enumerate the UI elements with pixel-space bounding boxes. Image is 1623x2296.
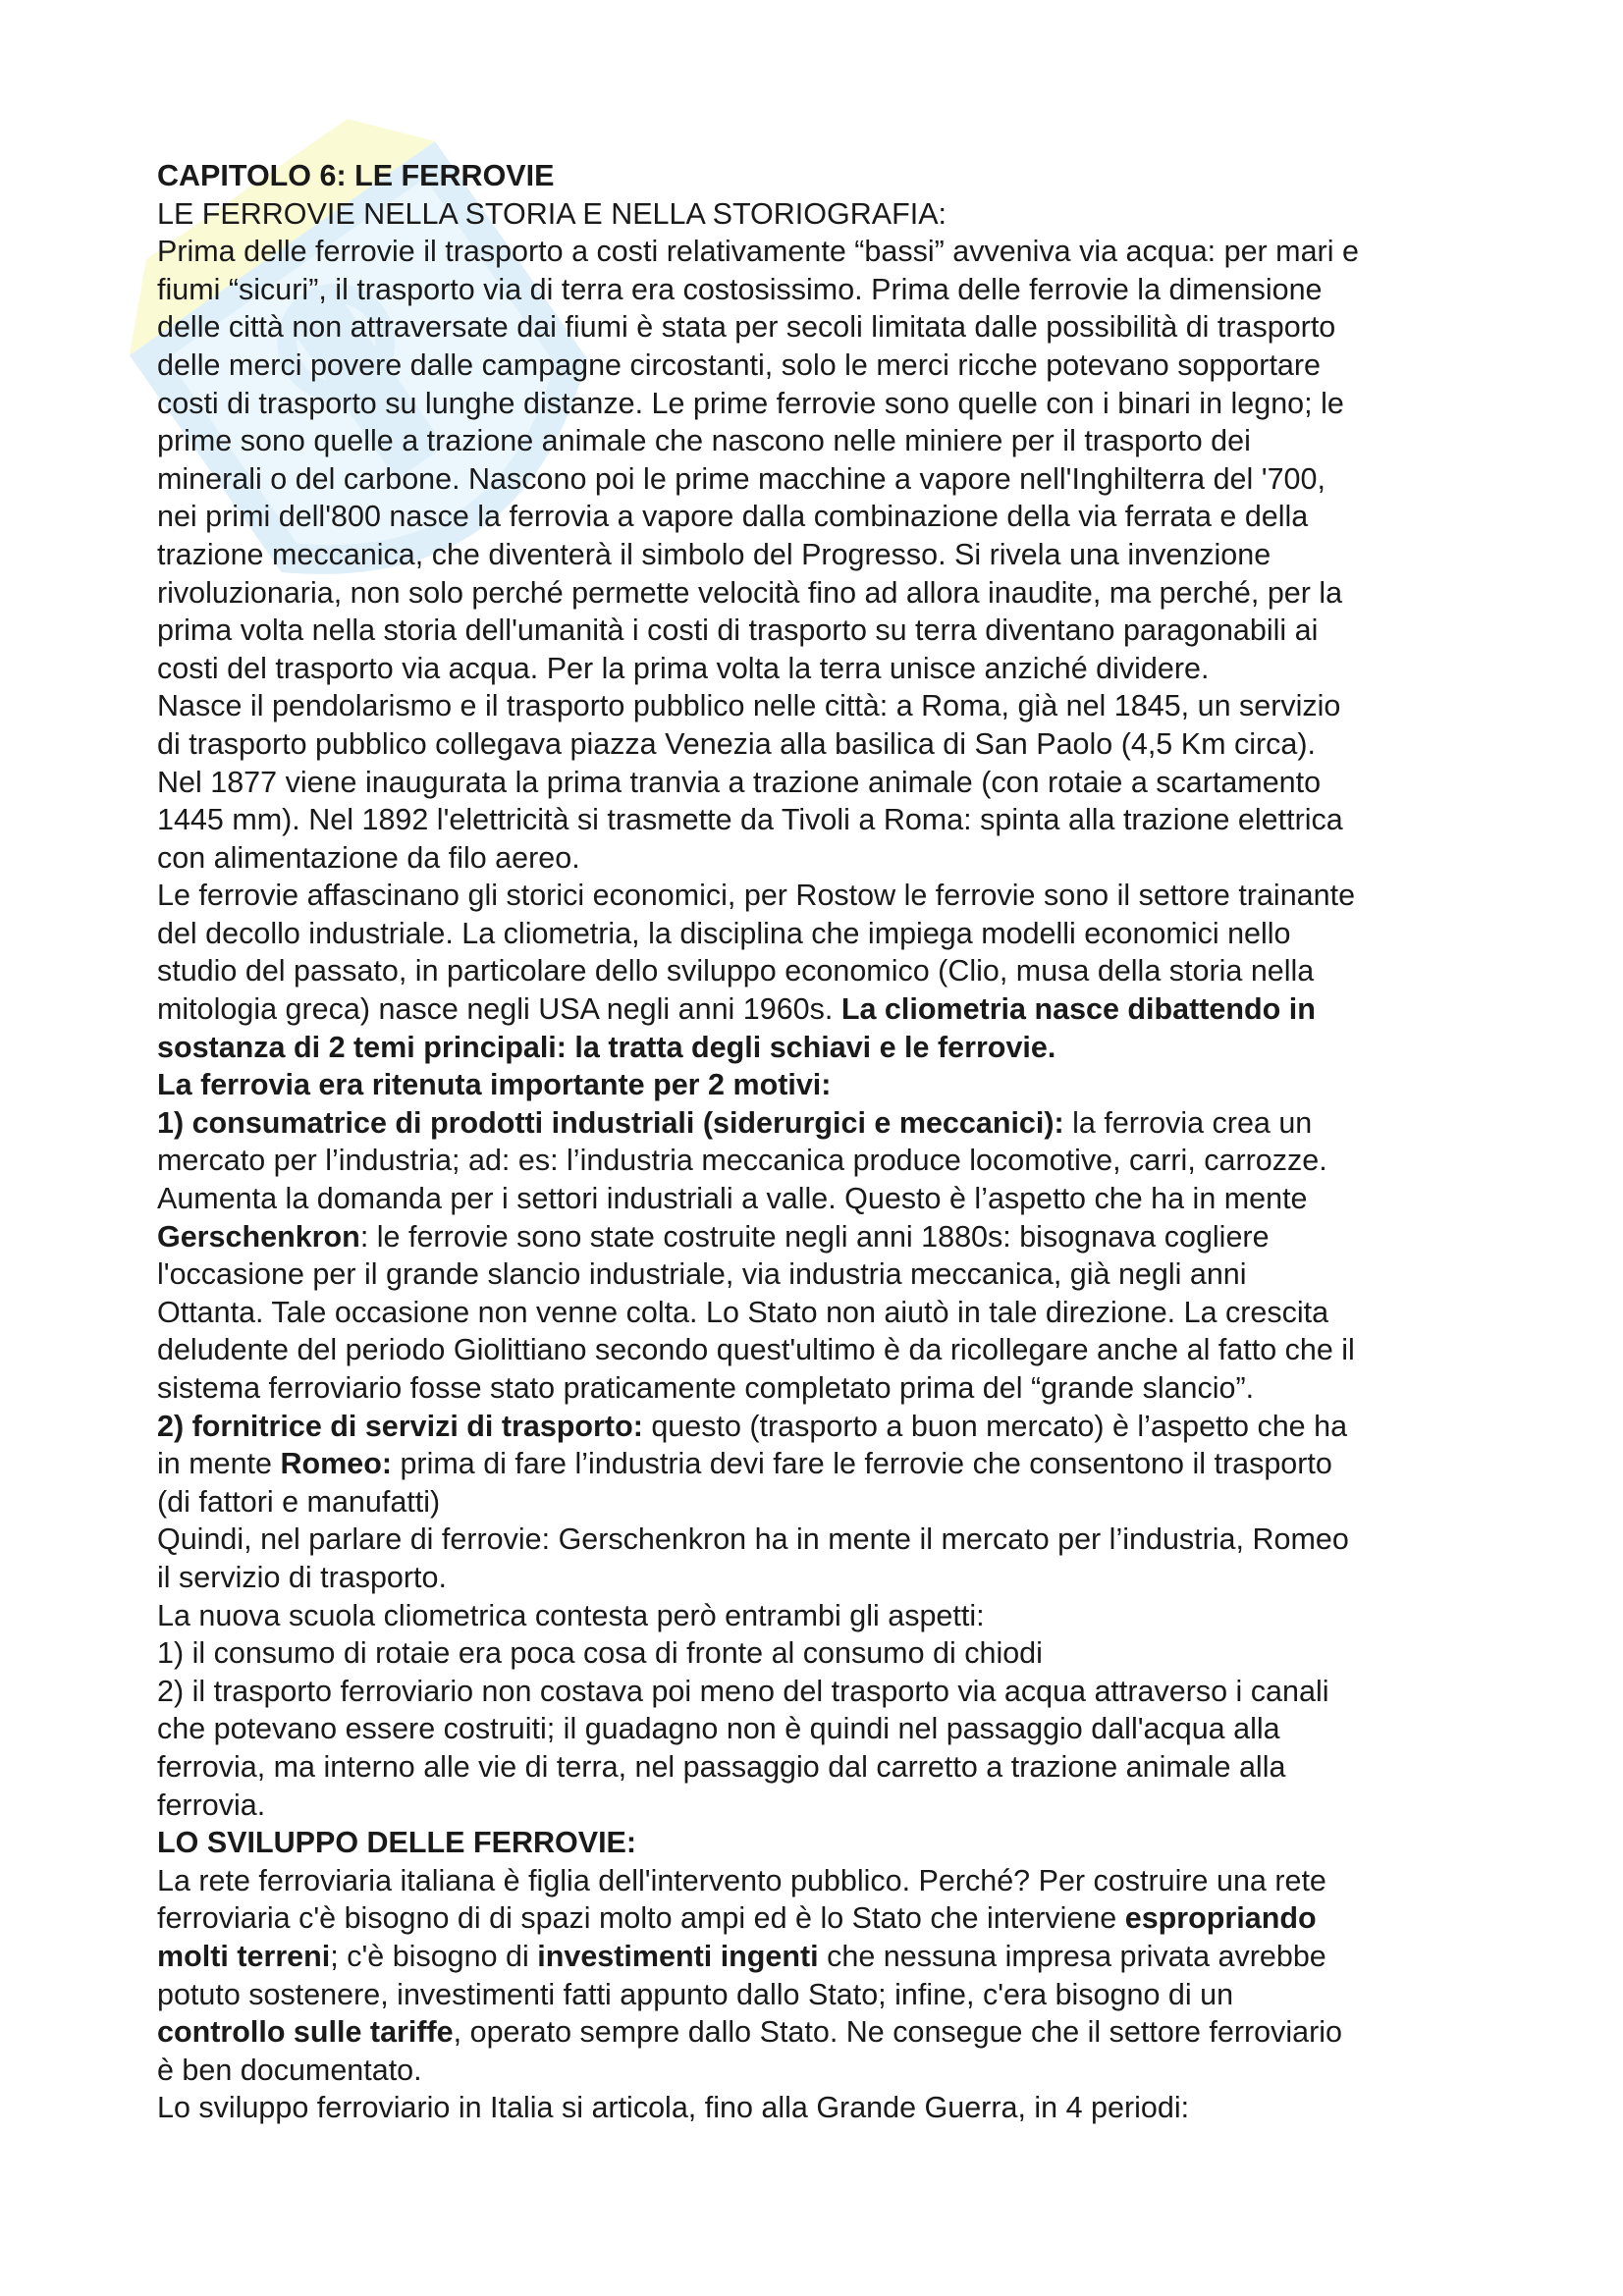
document-body [157, 157, 1483, 2127]
text-line [157, 1180, 1483, 1218]
text-line [157, 1673, 1483, 1711]
text-line [157, 460, 1483, 499]
text-line [157, 1597, 1483, 1635]
bold-text: sostanza di 2 temi principali: la tratta degli schiavi e le ferrovie. [157, 1030, 1056, 1064]
body-text: del decollo industriale. La cliometria, la disciplina che impiega modelli economici nello [157, 916, 1291, 950]
bold-text: molti terreni [157, 1939, 331, 1973]
text-line [157, 952, 1483, 990]
bold-text: espropriando [1124, 1901, 1317, 1936]
body-text: rivoluzionaria, non solo perché permette velocità fino ad allora inaudite, ma perché, per la [157, 575, 1343, 610]
body-text: la ferrovia crea un [1063, 1105, 1313, 1140]
text-line [157, 1104, 1483, 1143]
text-line [157, 1748, 1483, 1787]
body-text: costi di trasporto su lunghe distanze. Le prime ferrovie sono quelle con i binari in legno; le [157, 386, 1344, 420]
bold-text: La ferrovia era ritenuta importante per 2 motivi: [157, 1068, 832, 1102]
bold-text: investimenti ingenti [537, 1939, 819, 1973]
bold-text: LO SVILUPPO DELLE FERROVIE: [157, 1826, 637, 1860]
text-line [157, 839, 1483, 878]
text-line [157, 1483, 1483, 1522]
text-line [157, 1938, 1483, 1976]
body-text: (di fattori e manufatti) [157, 1484, 441, 1519]
text-line [157, 536, 1483, 574]
body-text: costi del trasporto via acqua. Per la prima volta la terra unisce anziché dividere. [157, 651, 1210, 685]
text-line [157, 915, 1483, 953]
text-line [157, 347, 1483, 385]
body-text: è ben documentato. [157, 2053, 422, 2087]
body-text: minerali o del carbone. Nascono poi le prime macchine a vapore nell'Inghilterra del '700, [157, 461, 1325, 496]
text-line [157, 1787, 1483, 1825]
bold-text: controllo sulle tariffe [157, 2015, 454, 2050]
text-line [157, 1445, 1483, 1483]
bold-text: Gerschenkron [157, 1219, 360, 1254]
body-text: mitologia greca) nasce negli USA negli anni 1960s. [157, 992, 841, 1027]
text-line [157, 498, 1483, 536]
text-line [157, 1369, 1483, 1408]
body-text: fiumi “sicuri”, il trasporto via di terra era costosissimo. Prima delle ferrovie la dimensione [157, 272, 1323, 306]
body-text: 2) il trasporto ferroviario non costava poi meno del trasporto via acqua attraverso i canali [157, 1674, 1329, 1708]
bold-text: 2) fornitrice di servizi di trasporto: [157, 1409, 643, 1443]
body-text: delle città non attraversate dai fiumi è stata per secoli limitata dalle possibilità di trasporto [157, 310, 1336, 345]
text-line [157, 1294, 1483, 1332]
body-text: LE FERROVIE NELLA STORIA E NELLA STORIOGRAFIA: [157, 196, 947, 231]
body-text: ; c'è bisogno di [330, 1939, 538, 1973]
text-line [157, 650, 1483, 688]
body-text: : le ferrovie sono state costruite negli anni 1880s: bisognava cogliere [359, 1219, 1270, 1254]
body-text: trazione meccanica, che diventerà il simbolo del Progresso. Si rivela una invenzione [157, 537, 1271, 571]
text-line [157, 1862, 1483, 1900]
body-text: Lo sviluppo ferroviario in Italia si articola, fino alla Grande Guerra, in 4 periodi: [157, 2091, 1190, 2125]
body-text: che potevano essere costruiti; il guadagno non è quindi nel passaggio dall'acqua alla [157, 1712, 1280, 1746]
body-text: Ottanta. Tale occasione non venne colta. Lo Stato non aiutò in tale direzione. La crescita [157, 1295, 1329, 1329]
body-text: prime sono quelle a trazione animale che nascono nelle miniere per il trasporto dei [157, 424, 1251, 458]
body-text: Nasce il pendolarismo e il trasporto pubblico nelle città: a Roma, già nel 1845, un servizio [157, 689, 1341, 723]
body-text: studio del passato, in particolare dello sviluppo economico (Clio, musa della storia nella [157, 954, 1315, 988]
body-text: che nessuna impresa privata avrebbe [818, 1939, 1326, 1973]
text-line [157, 1634, 1483, 1673]
text-line [157, 385, 1483, 423]
text-line [157, 1710, 1483, 1748]
text-line [157, 1331, 1483, 1369]
bold-text: CAPITOLO 6: LE FERROVIE [157, 159, 555, 192]
text-line [157, 2089, 1483, 2127]
text-line [157, 1559, 1483, 1597]
body-text: il servizio di trasporto. [157, 1560, 447, 1594]
text-line [157, 990, 1483, 1029]
body-text: , operato sempre dallo Stato. Ne consegue che il settore ferroviario [453, 2015, 1342, 2050]
bold-text: Romeo: [280, 1447, 392, 1481]
text-line [157, 1824, 1483, 1862]
body-text: 1) il consumo di rotaie era poca cosa di fronte al consumo di chiodi [157, 1636, 1043, 1671]
text-line [157, 574, 1483, 613]
text-line [157, 2013, 1483, 2052]
body-text: deludente del periodo Giolittiano secondo quest'ultimo è da ricollegare anche al fatto che il [157, 1333, 1355, 1367]
body-text: di trasporto pubblico collegava piazza Venezia alla basilica di San Paolo (4,5 Km circa). [157, 726, 1316, 761]
body-text: Le ferrovie affascinano gli storici economici, per Rostow le ferrovie sono il settore trainante [157, 879, 1356, 913]
body-text: ferroviaria c'è bisogno di di spazi molto ampi ed è lo Stato che interviene [157, 1901, 1125, 1936]
body-text: mercato per l’industria; ad: es: l’industria meccanica produce locomotive, carri, carrozze. [157, 1144, 1327, 1178]
body-text: l'occasione per il grande slancio industriale, via industria meccanica, già negli anni [157, 1257, 1247, 1292]
text-line [157, 1408, 1483, 1446]
text-line [157, 1255, 1483, 1294]
text-line [157, 308, 1483, 347]
text-line [157, 877, 1483, 915]
body-text: Aumenta la domanda per i settori industriali a valle. Questo è l’aspetto che ha in mente [157, 1182, 1308, 1216]
text-line [157, 1976, 1483, 2014]
text-line [157, 1899, 1483, 1938]
body-text: La nuova scuola cliometrica contesta però entrambi gli aspetti: [157, 1598, 985, 1632]
body-text: ferrovia. [157, 1788, 266, 1822]
body-text: Nel 1877 viene inaugurata la prima tranvia a trazione animale (con rotaie a scartamento [157, 765, 1322, 799]
text-line [157, 1029, 1483, 1067]
text-line [157, 233, 1483, 271]
text-line [157, 801, 1483, 839]
bold-text: La cliometria nasce dibattendo in [840, 992, 1316, 1027]
text-line [157, 1066, 1483, 1104]
text-line [157, 1521, 1483, 1559]
text-line [157, 157, 1483, 195]
body-text: Prima delle ferrovie il trasporto a costi relativamente “bassi” avveniva via acqua: per mari e [157, 235, 1359, 269]
body-text: delle merci povere dalle campagne circostanti, solo le merci ricche potevano sopportare [157, 347, 1322, 382]
text-line [157, 1218, 1483, 1256]
text-line [157, 612, 1483, 650]
body-text: ferrovia, ma interno alle vie di terra, nel passaggio dal carretto a trazione animale alla [157, 1749, 1286, 1784]
body-text: in mente [157, 1447, 281, 1481]
body-text: La rete ferroviaria italiana è figlia dell'intervento pubblico. Perché? Per costruire una rete [157, 1863, 1326, 1897]
text-line [157, 764, 1483, 802]
body-text: prima di fare l’industria devi fare le ferrovie che consentono il trasporto [392, 1447, 1332, 1481]
text-line [157, 422, 1483, 460]
body-text: potuto sostenere, investimenti fatti appunto dallo Stato; infine, c'era bisogno di un [157, 1977, 1234, 2011]
body-text: prima volta nella storia dell'umanità i costi di trasporto su terra diventano paragonabili ai [157, 614, 1319, 648]
body-text: questo (trasporto a buon mercato) è l’aspetto che ha [642, 1409, 1348, 1443]
body-text: con alimentazione da filo aereo. [157, 840, 580, 875]
bold-text: 1) consumatrice di prodotti industriali (siderurgici e meccanici): [157, 1105, 1064, 1140]
text-line [157, 1142, 1483, 1180]
text-line [157, 195, 1483, 234]
text-line [157, 725, 1483, 764]
body-text: sistema ferroviario fosse stato praticamente completato prima del “grande slancio”. [157, 1371, 1255, 1405]
text-line [157, 2052, 1483, 2090]
text-line [157, 687, 1483, 725]
body-text: Quindi, nel parlare di ferrovie: Gerschenkron ha in mente il mercato per l’industria, Romeo [157, 1522, 1349, 1557]
text-line [157, 271, 1483, 309]
body-text: 1445 mm). Nel 1892 l'elettricità si trasmette da Tivoli a Roma: spinta alla trazione elettrica [157, 803, 1343, 837]
body-text: nei primi dell'800 nasce la ferrovia a vapore dalla combinazione della via ferrata e della [157, 500, 1309, 534]
